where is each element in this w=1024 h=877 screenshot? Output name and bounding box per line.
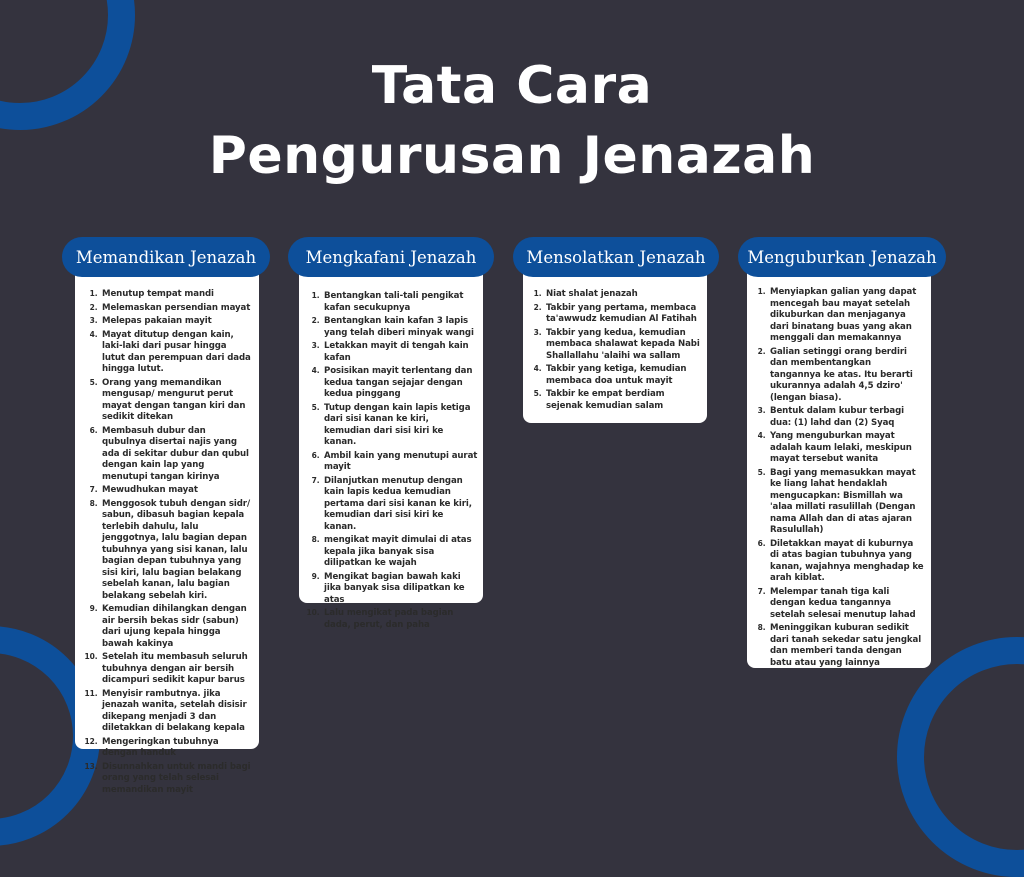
step-item: 4. Mayat ditutup dengan kain, laki-laki dari pusar hingga lutut dan perempuan dari dada hingga lutut.: [100, 329, 252, 376]
step-item: 5. Orang yang memandikan mengusap/ mengurut perut mayat dengan tangan kiri dan sedikit ditekan: [100, 377, 252, 424]
step-list-menguburkan: [742, 286, 924, 670]
step-item: 5. Tutup dengan kain lapis ketiga dari sisi kanan ke kiri, kemudian dari sisi kiri ke kanan.: [322, 402, 478, 449]
step-item: 6. Diletakkan mayat di kuburnya di atas bagian tubuhnya yang kanan, wajahnya menghadap ke arah kiblat.: [768, 538, 924, 585]
step-item: 3. Letakkan mayit di tengah kain kafan: [322, 340, 478, 364]
step-item: 5. Bagi yang memasukkan mayat ke liang lahat hendaklah mengucapkan: Bismillah wa 'alaa millati rasulillah (Dengan nama Allah dan di atas ajaran Rasulullah): [768, 467, 924, 537]
card-heading-memandikan: Memandikan Jenazah: [62, 237, 270, 277]
step-item: 7. Melempar tanah tiga kali dengan kedua tangannya setelah selesai menutup lahad: [768, 586, 924, 622]
step-item: 4. Yang menguburkan mayat adalah kaum lelaki, meskipun mayat tersebut wanita: [768, 430, 924, 466]
step-item: 3. Takbir yang kedua, kemudian membaca shalawat kepada Nabi Shallallahu 'alaihi wa sallam: [544, 327, 700, 363]
step-item: 1. Menutup tempat mandi: [100, 288, 252, 301]
card-heading-mengkafani: Mengkafani Jenazah: [288, 237, 494, 277]
page-title-line-1: Tata Cara: [371, 56, 653, 116]
step-item: 9. Mengikat bagian bawah kaki jika banyak sisa dilipatkan ke atas: [322, 571, 478, 607]
step-item: 11. Menyisir rambutnya. jika jenazah wanita, setelah disisir dikepang menjadi 3 dan diletakkan di belakang kepala: [100, 688, 252, 735]
step-item: 4. Takbir yang ketiga, kemudian membaca doa untuk mayit: [544, 363, 700, 387]
step-item: 5. Takbir ke empat berdiam sejenak kemudian salam: [544, 388, 700, 412]
step-item: 2. Takbir yang pertama, membaca ta'awwudz kemudian Al Fatihah: [544, 302, 700, 326]
decorative-ring-bottom-right: [897, 637, 1024, 877]
step-item: 1. Niat shalat jenazah: [544, 288, 700, 301]
step-item: 6. Ambil kain yang menutupi aurat mayit: [322, 450, 478, 474]
step-item: 10. Setelah itu membasuh seluruh tubuhnya dengan air bersih dicampuri sedikit kapur barus: [100, 651, 252, 687]
step-item: 3. Melepas pakaian mayit: [100, 315, 252, 328]
step-item: 1. Bentangkan tali-tali pengikat kafan secukupnya: [322, 290, 478, 314]
step-item: 13. Disunnahkan untuk mandi bagi orang yang telah selesai memandikan mayit: [100, 761, 252, 797]
step-item: 10. Lalu mengikat pada bagian dada, perut, dan paha: [322, 607, 478, 631]
step-list-mensolatkan: [518, 288, 700, 413]
step-item: 2. Melemaskan persendian mayat: [100, 302, 252, 315]
step-item: 3. Bentuk dalam kubur terbagi dua: (1) lahd dan (2) Syaq: [768, 405, 924, 429]
card-heading-mensolatkan: Mensolatkan Jenazah: [513, 237, 719, 277]
step-list-mengkafani: [296, 290, 478, 632]
step-item: 8. Meninggikan kuburan sedikit dari tanah sekedar satu jengkal dan memberi tanda dengan batu atau yang lainnya: [768, 622, 924, 669]
step-item: 7. Mewudhukan mayat: [100, 484, 252, 497]
step-list-memandikan: [74, 288, 252, 797]
step-item: 4. Posisikan mayit terlentang dan kedua tangan sejajar dengan kedua pinggang: [322, 365, 478, 401]
step-item: 6. Membasuh dubur dan qubulnya disertai najis yang ada di sekitar dubur dan qubul dengan kain lap yang menutupi tangan kirinya: [100, 425, 252, 484]
step-item: 2. Galian setinggi orang berdiri dan membentangkan tangannya ke atas. Itu berarti ukurannya adalah 4,5 dziro' (lengan biasa).: [768, 346, 924, 405]
page-title-line-2: Pengurusan Jenazah: [208, 126, 816, 186]
step-item: 8. mengikat mayit dimulai di atas kepala jika banyak sisa dilipatkan ke wajah: [322, 534, 478, 570]
step-item: 2. Bentangkan kain kafan 3 lapis yang telah diberi minyak wangi: [322, 315, 478, 339]
step-item: 8. Menggosok tubuh dengan sidr/ sabun, dibasuh bagian kepala terlebih dahulu, lalu jenggotnya, lalu bagian depan tubuhnya yang sisi kanan, lalu bagian depan tubuhnya yang sisi kiri, lalu bagian belakang sebelah kanan, lalu bagian belakang sebelah kiri.: [100, 498, 252, 603]
card-heading-menguburkan: Menguburkan Jenazah: [738, 237, 946, 277]
step-item: 1. Menyiapkan galian yang dapat mencegah bau mayat setelah dikuburkan dan menjaganya dari binatang buas yang akan menggali dan memakannya: [768, 286, 924, 345]
step-item: 7. Dilanjutkan menutup dengan kain lapis kedua kemudian pertama dari sisi kanan ke kiri, kemudian dari sisi kiri ke kanan.: [322, 475, 478, 534]
step-item: 9. Kemudian dihilangkan dengan air bersih bekas sidr (sabun) dari ujung kepala hingga bawah kakinya: [100, 603, 252, 650]
step-item: 12. Mengeringkan tubuhnya dengan handuk: [100, 736, 252, 760]
